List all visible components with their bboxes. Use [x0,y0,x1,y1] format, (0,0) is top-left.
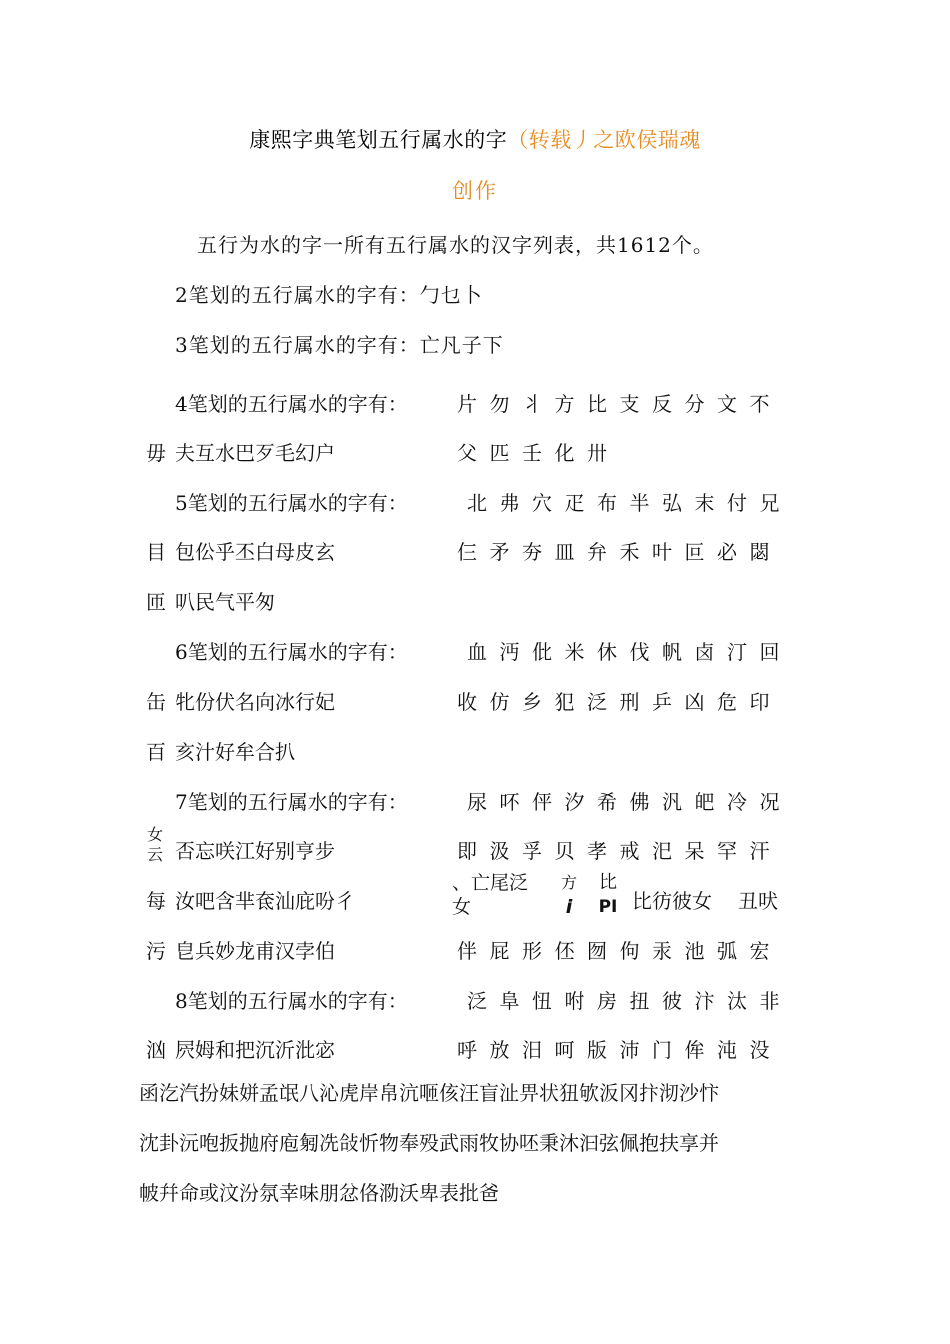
stroke-7-row2-right: 即汲孚贝孝戒汜呆罕汗 [457,839,782,863]
char-line-2: 沈卦沅咆扳抛府庖匑冼敆忻物奉殁武雨牧协呸秉沐汩弦佩抱扶享并 [139,1131,719,1155]
stroke-5-row2-lead: 目 [146,540,166,564]
stroke-2-line: 2笔划的五行属水的字有：勹乜卜 [175,283,483,307]
stroke-7-row1-chars: 尿吥伻汐希佛汎皅冷况 [467,790,792,814]
stroke-7-row3-fang [558,871,580,919]
stroke-7-row2-lead-bottom: 云 [146,845,163,864]
stroke-7-row3-bi [594,871,622,919]
stroke-7-row3-mid-bottom: 女 [452,896,472,918]
stroke-5-row3-left: 叭民气平匆 [175,590,275,614]
stroke-7-heading: 7笔划的五行属水的字有： [175,790,408,814]
stroke-5-heading: 5笔划的五行属水的字有： [175,491,408,515]
char-line-1: 函汔汽扮妹姘孟氓八沁虎岸帛沆咂侅汪盲沚畀状狃欨汳冈抃沏沙忭 [139,1081,719,1105]
stroke-8-row2-lead: 汹 [146,1038,166,1062]
stroke-7-row2-lead [145,825,165,865]
stroke-7-row4-right: 伴屁形伾囫佝汞池弧宏 [457,939,782,963]
stroke-6-row3-left: 亥汁好牟合扒 [175,740,295,764]
stroke-7-row3-left: 汝吧含芈奃汕庇吩彳 [175,889,355,913]
stroke-7-row3-fang-top: 方 [560,873,577,892]
stroke-3-line: 3笔划的五行属水的字有：亡凡子下 [175,333,504,357]
stroke-7-row3-mid-top: 、亡尾泛 [452,872,529,894]
stroke-7-row3-mid [452,871,547,919]
stroke-6-row2-right: 收仿乡犯泛刑乒凶危印 [457,690,782,714]
stroke-7-row3-bi-top: 比 [599,872,617,893]
stroke-7-row3-lead: 每 [146,889,166,913]
stroke-6-row2-left: 牝份伏名向冰行妃 [175,690,335,714]
stroke-7-row3-bi-bottom: PI [598,897,618,917]
stroke-4-heading: 4笔划的五行属水的字有： [175,392,408,416]
char-line-3: 帔幷命或汶汾氛幸味朋忿佫泐沃卑表批爸 [139,1181,499,1205]
title-accent: （转载丿之欧侯瑞魂 [507,128,701,152]
intro-paragraph: 五行为水的字一所有五行属水的汉字列表，共1612个。 [197,233,714,257]
stroke-6-heading: 6笔划的五行属水的字有： [175,640,408,664]
stroke-5-row3-lead: 匝 [146,590,166,614]
stroke-6-row3-lead: 百 [146,740,166,764]
stroke-7-row2-lead-top: 女 [146,825,163,844]
stroke-6-row2-lead: 缶 [146,690,166,714]
stroke-4-row2-lead: 毋 [146,441,166,465]
stroke-8-row2-right: 呼放汨呵版沛门侔沌没 [457,1038,782,1062]
stroke-8-row1-chars: 泛阜忸咐房扭彼汴汰非 [467,989,792,1013]
title-main: 康熙字典笔划五行属水的字 [249,128,508,152]
stroke-8-heading: 8笔划的五行属水的字有： [175,989,408,1013]
stroke-5-row2-right: 仨矛夯皿弁禾叶叵必閟 [457,540,782,564]
stroke-5-row1-chars: 北弗穴疋布半弘末付兄 [467,491,792,515]
stroke-6-row1-chars: 血沔仳米休伐帆卤汀回 [467,640,792,664]
document-title [0,124,950,154]
stroke-5-row2-left: 包伀乎丕白母皮玄 [175,540,335,564]
stroke-7-row3-right: 比彷彼女 [632,889,712,913]
stroke-4-row2-right: 父匹壬化卅 [457,441,620,465]
stroke-4-row2-left: 夫互水巴歹毛幻户 [175,441,335,465]
stroke-8-row2-left: 屄姆和把沉沂沘宓 [175,1038,335,1062]
stroke-7-row3-fang-bottom: i [565,896,573,918]
stroke-7-row2-left: 否忘咲江好别亨步 [175,839,335,863]
stroke-7-row4-left: 皀兵妙龙甫汉孛伯 [175,939,335,963]
stroke-4-row1-chars: 片勿丬方比支反分文不 [457,392,782,416]
document-subtitle: 创作 [452,179,498,203]
stroke-7-row4-lead: 污 [146,939,166,963]
stroke-7-row3-end: 丑吠 [738,889,778,913]
